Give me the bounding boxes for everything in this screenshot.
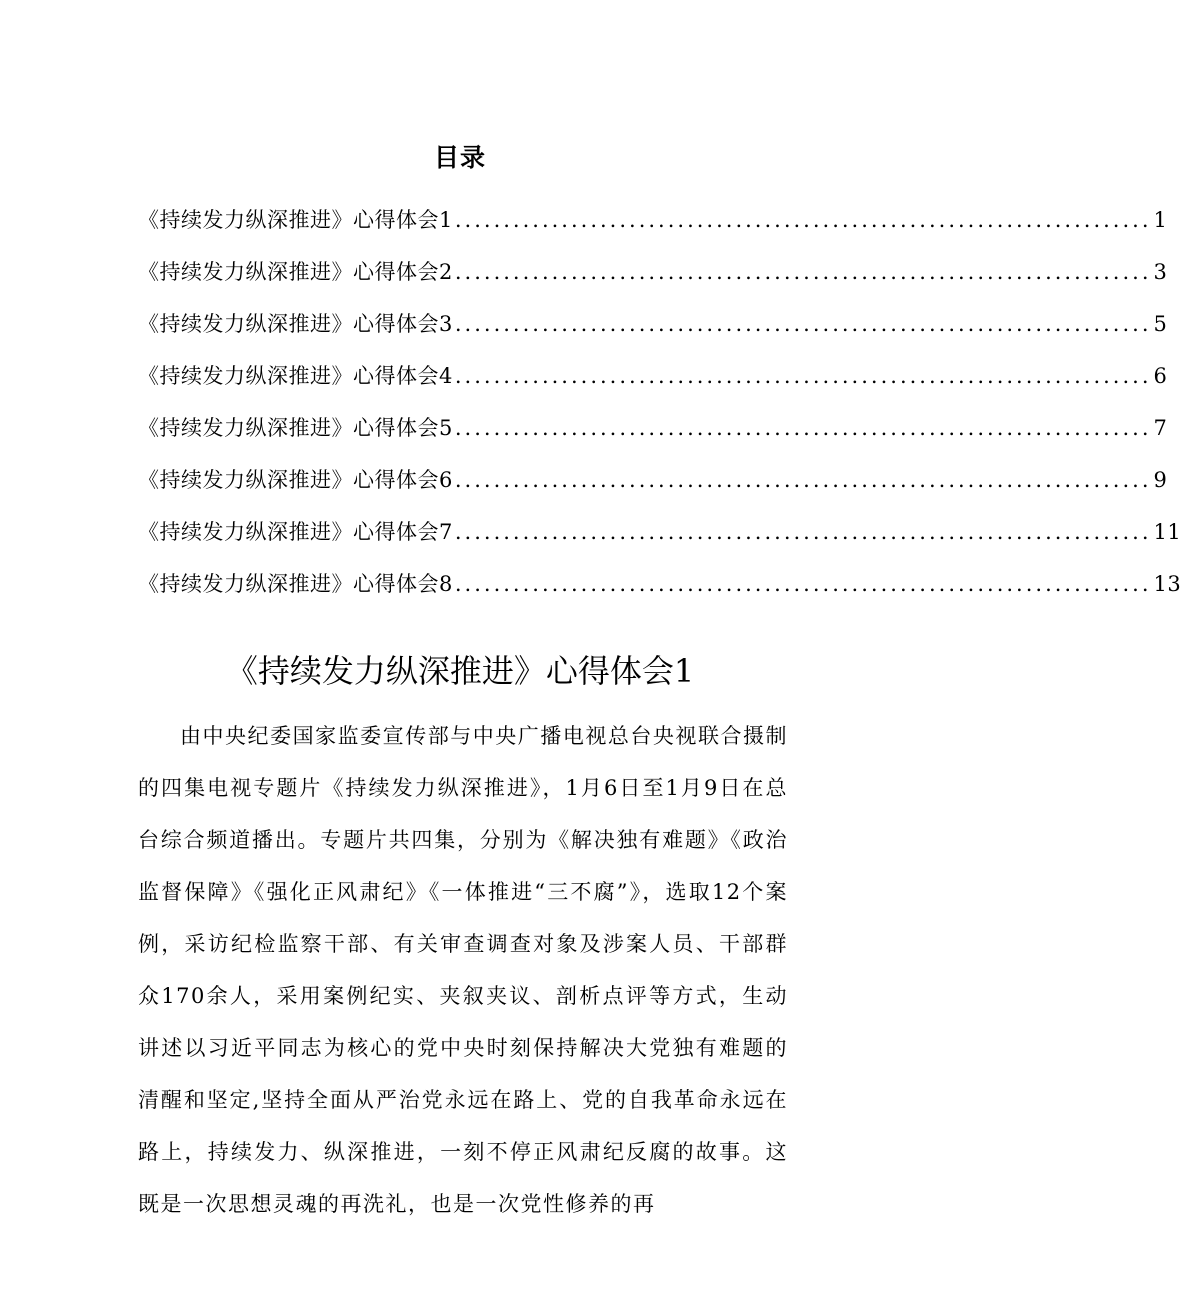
toc-item-label: 《持续发力纵深推进》心得体会7: [138, 520, 453, 544]
toc-item[interactable]: [138, 460, 1168, 512]
toc-leader-dots: ........................................................................: [454, 520, 1152, 544]
article-paragraph: 由中央纪委国家监委宣传部与中央广播电视总台央视联合摄制的四集电视专题片《持续发力纵深推进》，1月6日至1月9日在总台综合频道播出。专题片共四集，分别为《解决独有难题》《政治监督保障》《强化正风肃纪》《一体推进“三不腐”》，选取12个案例，采访纪检监察干部、有关审查调查对象及涉案人员、干部群众170余人，采用案例纪实、夹叙夹议、剖析点评等方式，生动讲述以习近平同志为核心的党中央时刻保持解决大党独有难题的清醒和坚定,坚持全面从严治党永远在路上、党的自我革命永远在路上，持续发力、纵深推进，一刻不停正风肃纪反腐的故事。这既是一次思想灵魂的再洗礼，也是一次党性修养的再: [138, 724, 788, 1216]
toc-item-page: 3: [1153, 260, 1168, 284]
toc-item-label: 《持续发力纵深推进》心得体会5: [138, 416, 453, 440]
toc-leader-dots: ........................................................................: [454, 208, 1152, 232]
toc-item[interactable]: [138, 200, 1168, 252]
toc-leader-dots: ........................................................................: [454, 572, 1152, 596]
toc-item-label: 《持续发力纵深推进》心得体会4: [138, 364, 453, 388]
toc-item-page: 5: [1153, 312, 1168, 336]
toc-item-label: 《持续发力纵深推进》心得体会2: [138, 260, 453, 284]
toc-item-label: 《持续发力纵深推进》心得体会6: [138, 468, 453, 492]
toc-item[interactable]: [138, 408, 1168, 460]
toc-item-page: 6: [1153, 364, 1168, 388]
article-title: 《持续发力纵深推进》心得体会1: [225, 652, 695, 690]
toc-leader-dots: ........................................................................: [454, 312, 1152, 336]
toc-item-label: 《持续发力纵深推进》心得体会1: [138, 208, 453, 232]
toc-item[interactable]: [138, 512, 1181, 564]
toc-item-label: 《持续发力纵深推进》心得体会8: [138, 572, 453, 596]
toc-item-page: 1: [1153, 208, 1168, 232]
table-of-contents: [138, 200, 1181, 616]
toc-item-page: 9: [1153, 468, 1168, 492]
toc-item[interactable]: [138, 564, 1181, 616]
toc-item-page: 13: [1153, 572, 1181, 596]
toc-item[interactable]: [138, 356, 1168, 408]
toc-leader-dots: ........................................................................: [454, 416, 1152, 440]
toc-title: 目录: [433, 143, 486, 172]
toc-leader-dots: ........................................................................: [454, 468, 1152, 492]
toc-item[interactable]: [138, 304, 1168, 356]
toc-leader-dots: ........................................................................: [454, 364, 1152, 388]
toc-item-page: 11: [1153, 520, 1181, 544]
toc-leader-dots: ........................................................................: [454, 260, 1152, 284]
toc-item[interactable]: [138, 252, 1168, 304]
toc-item-page: 7: [1153, 416, 1168, 440]
toc-item-label: 《持续发力纵深推进》心得体会3: [138, 312, 453, 336]
